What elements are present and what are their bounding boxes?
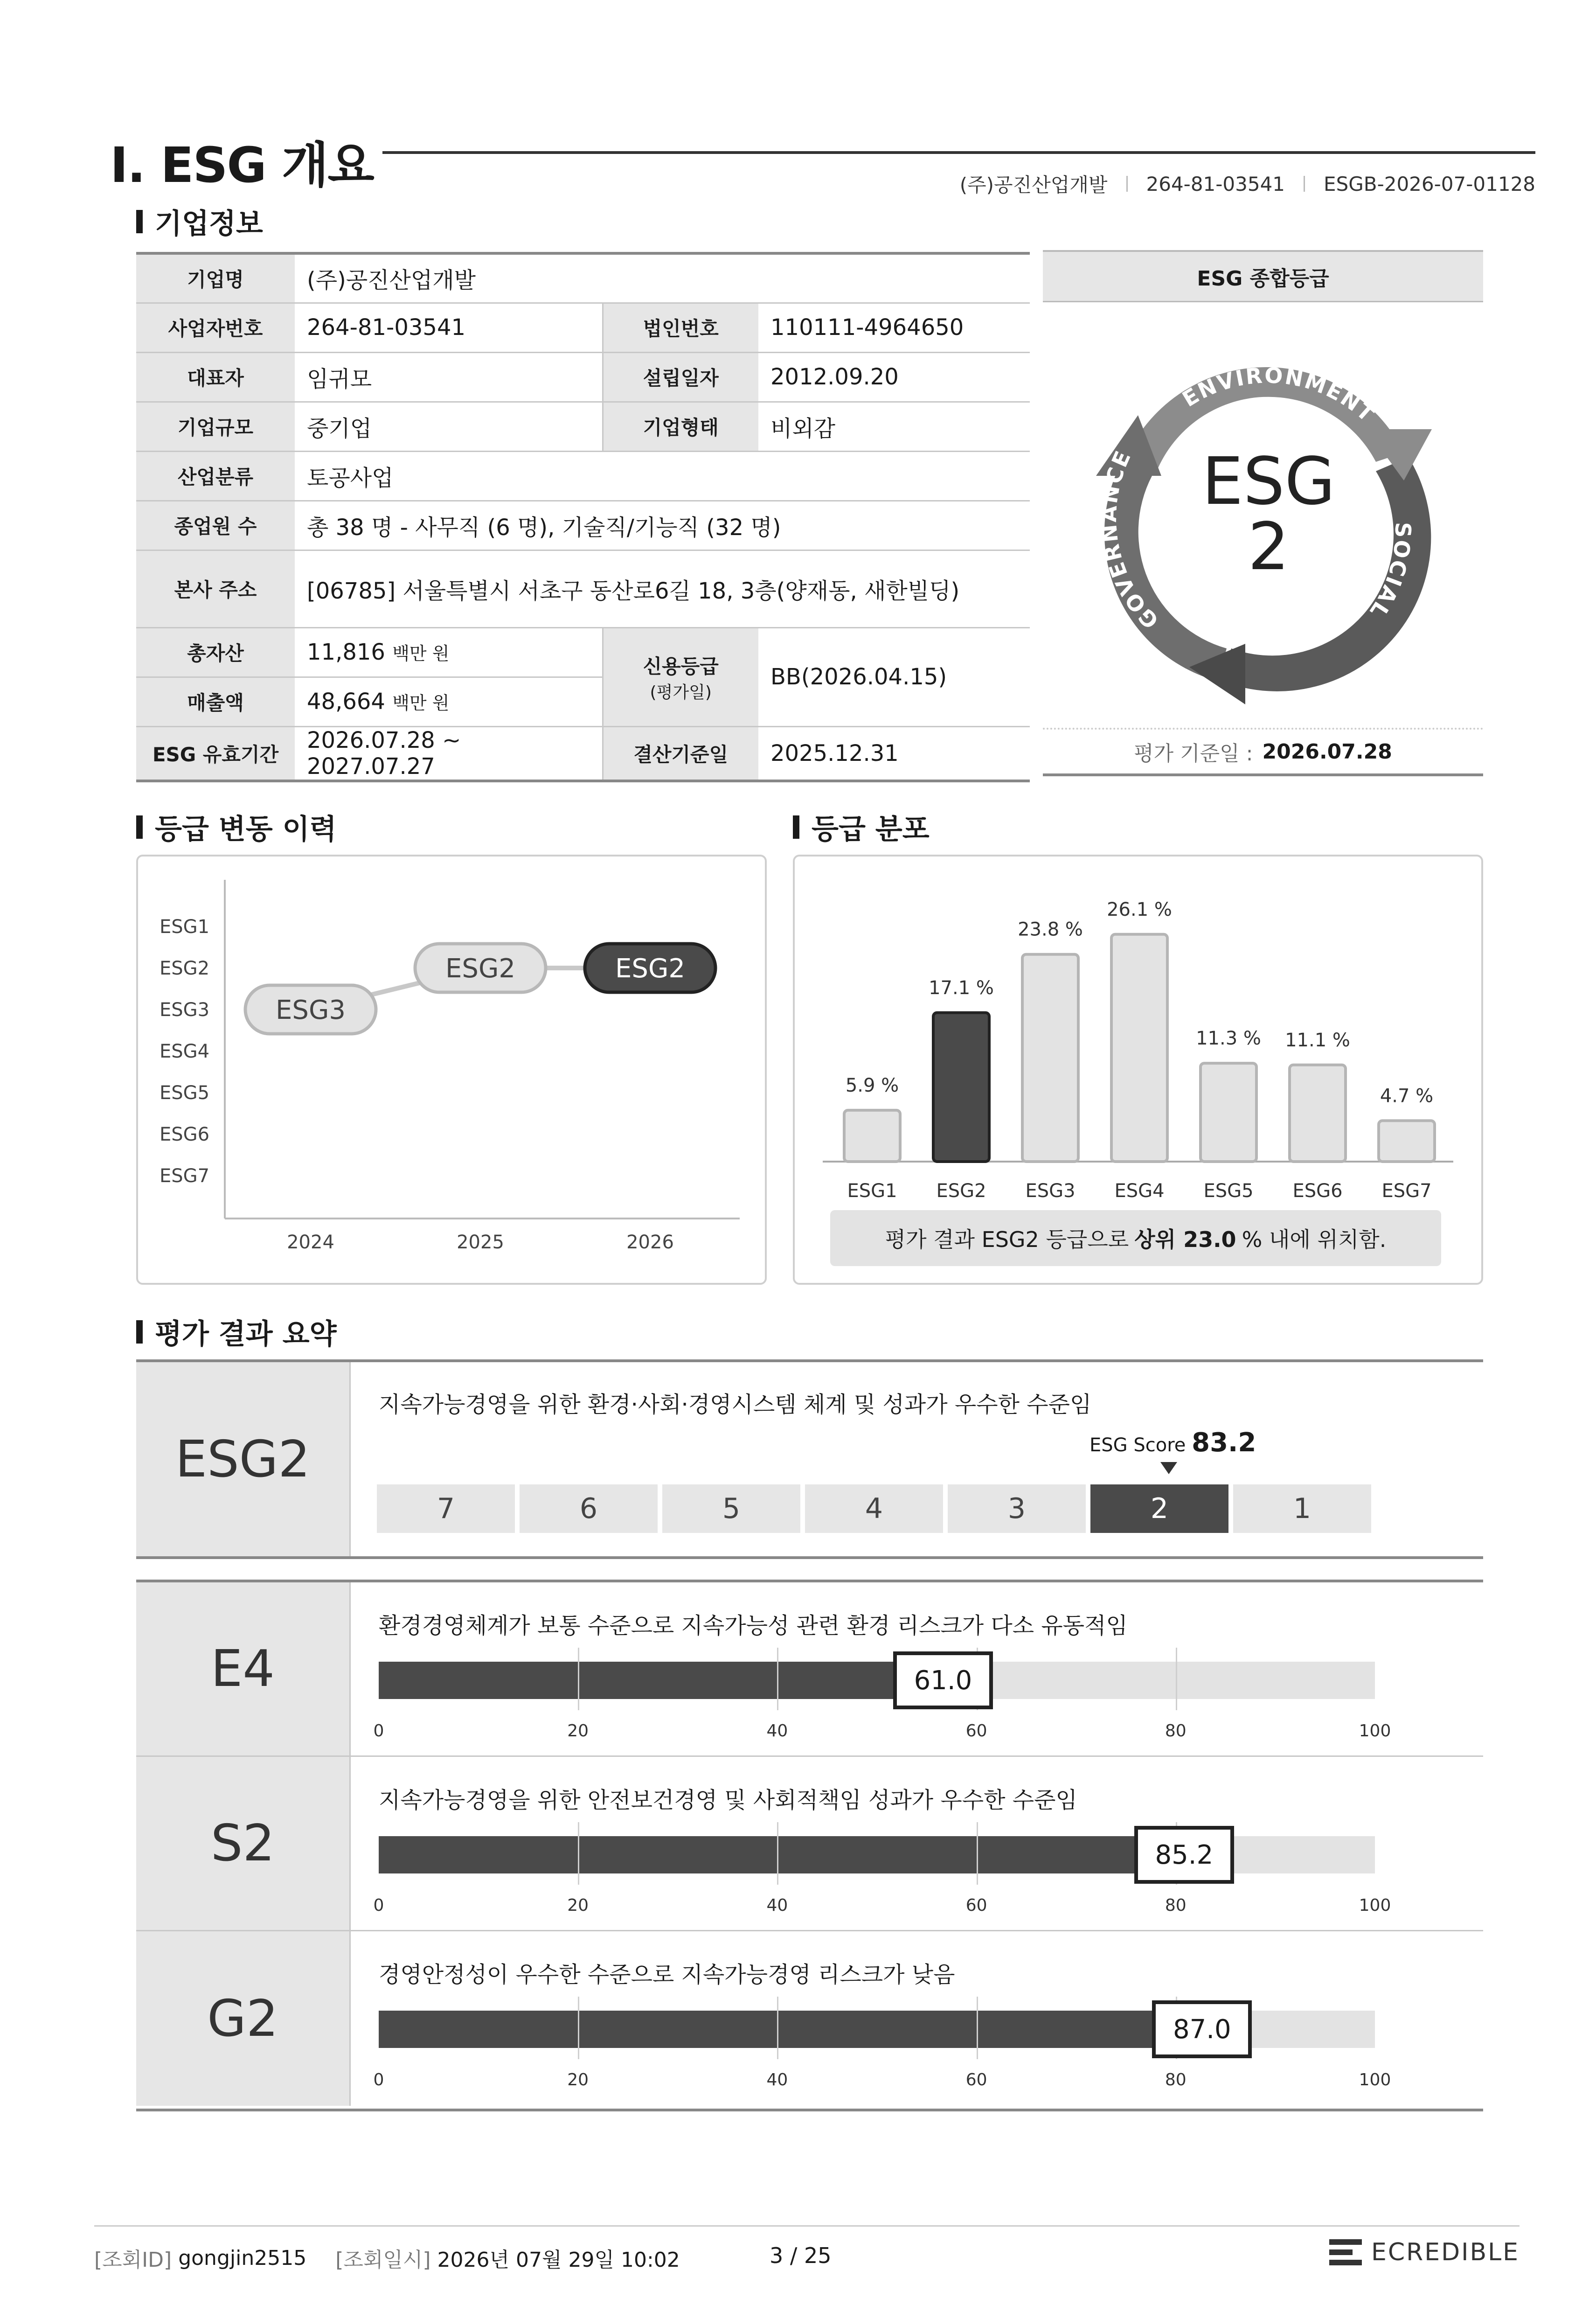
bar-value-label: 5.9 % <box>845 1074 899 1096</box>
founded: 2012.09.20 <box>758 352 1030 402</box>
x-tick-label: ESG5 <box>1203 1180 1254 1202</box>
cell-label: 본사 주소 <box>136 550 295 627</box>
subscore-desc: 지속가능경영을 위한 안전보건경영 및 사회적책임 성과가 우수한 수준임 <box>379 1787 1077 1813</box>
bar-value-label: 4.7 % <box>1380 1085 1434 1107</box>
scale-cell: 1 <box>1233 1484 1371 1533</box>
section-title: 등급 변동 이력 <box>155 813 337 846</box>
axis-tick-label: 20 <box>567 2070 589 2089</box>
gridline <box>777 1822 778 1885</box>
axis-tick-label: 20 <box>567 1896 589 1915</box>
address: [06785] 서울특별시 서초구 동산로6길 18, 3층(양재동, 새한빌딩) <box>295 550 1030 627</box>
esg-score <box>1089 1428 1256 1458</box>
cell-label: 기업명 <box>136 253 295 303</box>
cell-label: 사업자번호 <box>136 303 295 352</box>
cell-label: ESG 유효기간 <box>136 726 295 781</box>
axis-tick-label: 100 <box>1359 1721 1391 1741</box>
footer-id-label: [조회ID] <box>94 2248 172 2272</box>
axis-tick-label: 80 <box>1165 2070 1187 2089</box>
bar-value-label: 11.3 % <box>1196 1028 1261 1050</box>
section-title: 평가 결과 요약 <box>155 1318 337 1351</box>
gridline <box>578 1997 579 2059</box>
bar <box>933 1013 989 1162</box>
divider <box>1304 176 1305 192</box>
cell-label: 결산기준일 <box>603 726 758 781</box>
gridline <box>578 1822 579 1885</box>
footer-rule <box>94 2225 1520 2227</box>
cell-label: 설립일자 <box>603 352 758 402</box>
summary-overall <box>136 1359 1483 1559</box>
scale-cell: 7 <box>377 1484 515 1533</box>
subscore-grade: G2 <box>136 1931 351 2106</box>
axis-tick-label: 0 <box>373 1721 384 1741</box>
y-tick-label: ESG5 <box>160 1082 210 1104</box>
unit: 백만 원 <box>392 693 450 713</box>
table-row <box>136 501 1030 550</box>
grade-point-label: ESG2 <box>615 954 685 984</box>
header-company: (주)공진산업개발 <box>959 174 1108 196</box>
cell-label: 매출액 <box>136 677 295 726</box>
total-assets <box>295 627 603 677</box>
axis-tick-label: 80 <box>1165 1721 1187 1741</box>
divider <box>1126 176 1128 192</box>
cell-label: 기업형태 <box>603 402 758 451</box>
score-track <box>379 1662 1375 1699</box>
x-tick-label: 2024 <box>287 1232 334 1253</box>
table-row <box>136 352 1030 402</box>
gridline <box>578 1648 579 1710</box>
x-tick-label: ESG6 <box>1292 1180 1343 1202</box>
axis-tick-label: 40 <box>766 1721 788 1741</box>
sales <box>295 677 603 726</box>
axis-tick-label: 60 <box>965 1721 987 1741</box>
axis-tick-label: 40 <box>766 2070 788 2089</box>
section-title: 기업정보 <box>155 208 263 240</box>
distribution-note <box>830 1210 1441 1266</box>
cell-label: 산업분류 <box>136 451 295 501</box>
bar <box>1111 934 1167 1162</box>
gridline <box>977 1997 978 2059</box>
footer-time-label: [조회일시] <box>335 2248 431 2272</box>
ring-label-social: SOCIAL <box>1364 522 1416 624</box>
grade-point-label: ESG3 <box>276 995 346 1025</box>
sales-value: 48,664 <box>307 689 385 715</box>
employees: 총 38 명 - 사무직 (6 명), 기술직/기능직 (32 명) <box>295 501 1030 550</box>
overall-grade-head: ESG 종합등급 <box>1043 250 1483 302</box>
section-marker <box>136 815 143 839</box>
score-value-box: 87.0 <box>1152 2000 1252 2058</box>
section-marker <box>136 210 143 233</box>
scale-cell: 5 <box>662 1484 800 1533</box>
cell-label: 대표자 <box>136 352 295 402</box>
evaluation-date-label: 평가 기준일 : <box>1134 742 1253 766</box>
bar-value-label: 23.8 % <box>1018 919 1083 940</box>
section-summary <box>136 1312 337 1352</box>
score-fill <box>379 2011 1245 2048</box>
x-tick-label: ESG2 <box>936 1180 986 1202</box>
center-grade: 2 <box>1248 509 1290 585</box>
x-tick-label: 2025 <box>457 1232 504 1253</box>
cell-label: 법인번호 <box>603 303 758 352</box>
header-meta <box>960 170 1535 198</box>
footer-time: 2026년 07월 29일 10:02 <box>437 2248 680 2272</box>
note-highlight: 상위 23.0 <box>1134 1227 1236 1252</box>
subscore-grade: E4 <box>136 1582 351 1755</box>
grade-point-label: ESG2 <box>445 954 515 984</box>
summary-subscores <box>136 1580 1483 2111</box>
score-value-box: 61.0 <box>893 1651 993 1709</box>
ecredible-logo <box>1329 2238 1520 2266</box>
assets-value: 11,816 <box>307 639 385 665</box>
note-text: % 내에 위치함. <box>1242 1227 1387 1252</box>
score-pointer-icon <box>1160 1462 1177 1474</box>
scale-cell: 3 <box>948 1484 1086 1533</box>
x-tick-label: ESG4 <box>1114 1180 1165 1202</box>
cell-label: 총자산 <box>136 627 295 677</box>
x-tick-label: ESG1 <box>847 1180 897 1202</box>
y-tick-label: ESG2 <box>160 958 210 979</box>
title-rule <box>382 151 1535 154</box>
evaluation-date-value: 2026.07.28 <box>1262 739 1392 764</box>
biz-no: 264-81-03541 <box>295 303 603 352</box>
industry: 토공사업 <box>295 451 1030 501</box>
bar-value-label: 11.1 % <box>1285 1029 1350 1051</box>
footer-id: gongjin2515 <box>178 2246 307 2270</box>
gridline <box>777 1648 778 1710</box>
subscore-row <box>136 1757 1483 1931</box>
gridline <box>977 1822 978 1885</box>
company-table <box>136 252 1030 782</box>
corp-no: 110111-4964650 <box>758 303 1030 352</box>
esg-score-label: ESG Score <box>1089 1435 1186 1456</box>
evaluation-date <box>1043 728 1483 776</box>
header-biz-no: 264-81-03541 <box>1146 172 1285 195</box>
credit-sublabel: (평가일) <box>650 682 712 702</box>
y-tick-label: ESG3 <box>160 999 210 1021</box>
page-title: Ⅰ. ESG 개요 <box>110 137 374 194</box>
bar <box>1022 954 1078 1162</box>
summary-desc: 지속가능경영을 위한 환경·사회·경영시스템 체계 및 성과가 우수한 수준임 <box>379 1392 1092 1418</box>
note-text: 평가 결과 ESG2 등급으로 <box>885 1227 1129 1252</box>
table-row <box>136 303 1030 352</box>
esg-cycle-graphic <box>1068 322 1469 709</box>
grade-scale <box>377 1484 1371 1533</box>
table-row <box>136 726 1030 781</box>
section-history <box>136 807 337 847</box>
scale-cell: 6 <box>520 1484 658 1533</box>
bar <box>844 1110 900 1162</box>
ring-label-environment: ENVIRONMENT <box>1178 362 1381 428</box>
axis-tick-label: 0 <box>373 1896 384 1915</box>
subscore-desc: 경영안정성이 우수한 수준으로 지속가능경영 리스크가 낮음 <box>379 1962 955 1988</box>
center-esg: ESG <box>1202 444 1335 520</box>
history-panel <box>136 855 767 1285</box>
page-number: 3 / 25 <box>770 2243 832 2268</box>
ceo: 임귀모 <box>295 352 603 402</box>
section-title: 등급 분포 <box>812 813 930 846</box>
fiscal-date: 2025.12.31 <box>758 726 1030 781</box>
x-tick-label: ESG7 <box>1381 1180 1432 1202</box>
header-doc-no: ESGB-2026-07-01128 <box>1324 172 1535 195</box>
esg-score-value: 83.2 <box>1192 1428 1256 1458</box>
gridline <box>777 1997 778 2059</box>
logo-mark-icon <box>1329 2239 1362 2265</box>
table-row <box>136 253 1030 303</box>
y-tick-label: ESG7 <box>160 1165 210 1187</box>
cell-label-credit <box>603 627 758 726</box>
scale-cell: 4 <box>805 1484 943 1533</box>
axis-tick-label: 60 <box>965 2070 987 2089</box>
x-tick-label: 2026 <box>626 1232 674 1253</box>
axis-tick-label: 100 <box>1359 2070 1391 2089</box>
bar-value-label: 17.1 % <box>929 977 994 999</box>
logo-text: ECREDIBLE <box>1371 2238 1520 2266</box>
footer <box>94 2243 709 2273</box>
table-row <box>136 451 1030 501</box>
subscore-row <box>136 1582 1483 1757</box>
ring-label-governance: GOVERNANCE <box>1096 446 1164 634</box>
scale-cell: 2 <box>1090 1484 1228 1533</box>
subscore-row <box>136 1931 1483 2106</box>
bar-value-label: 26.1 % <box>1107 898 1172 920</box>
section-marker <box>136 1320 143 1344</box>
table-row <box>136 402 1030 451</box>
credit-label: 신용등급 <box>643 655 719 678</box>
section-company <box>136 202 263 242</box>
unit: 백만 원 <box>392 643 450 664</box>
company-name: (주)공진산업개발 <box>295 253 1030 303</box>
bar <box>1379 1121 1435 1162</box>
x-tick-label: ESG3 <box>1025 1180 1076 1202</box>
y-tick-label: ESG6 <box>160 1124 210 1145</box>
subscore-grade: S2 <box>136 1757 351 1930</box>
subscore-desc: 환경경영체계가 보통 수준으로 지속가능성 관련 환경 리스크가 다소 유동적임 <box>379 1613 1128 1639</box>
table-row <box>136 627 1030 677</box>
cell-label: 종업원 수 <box>136 501 295 550</box>
score-fill <box>379 1836 1228 1873</box>
axis-tick-label: 20 <box>567 1721 589 1741</box>
section-marker <box>793 815 799 839</box>
history-chart <box>138 857 765 1283</box>
table-row <box>136 550 1030 627</box>
cell-label: 기업규모 <box>136 402 295 451</box>
y-tick-label: ESG4 <box>160 1041 210 1062</box>
score-value-box: 85.2 <box>1134 1826 1234 1884</box>
y-tick-label: ESG1 <box>160 916 210 938</box>
axis-tick-label: 100 <box>1359 1896 1391 1915</box>
axis-tick-label: 0 <box>373 2070 384 2089</box>
axis-tick-label: 40 <box>766 1896 788 1915</box>
section-distribution <box>793 807 930 847</box>
valid-period: 2026.07.28 ~ 2027.07.27 <box>295 726 603 781</box>
credit-rating: BB(2026.04.15) <box>758 627 1030 726</box>
bar <box>1200 1063 1256 1162</box>
gridline <box>1176 1648 1177 1710</box>
company-size: 중기업 <box>295 402 603 451</box>
axis-tick-label: 80 <box>1165 1896 1187 1915</box>
summary-grade: ESG2 <box>136 1362 351 1556</box>
company-type: 비외감 <box>758 402 1030 451</box>
bar <box>1290 1065 1346 1162</box>
axis-tick-label: 60 <box>965 1896 987 1915</box>
